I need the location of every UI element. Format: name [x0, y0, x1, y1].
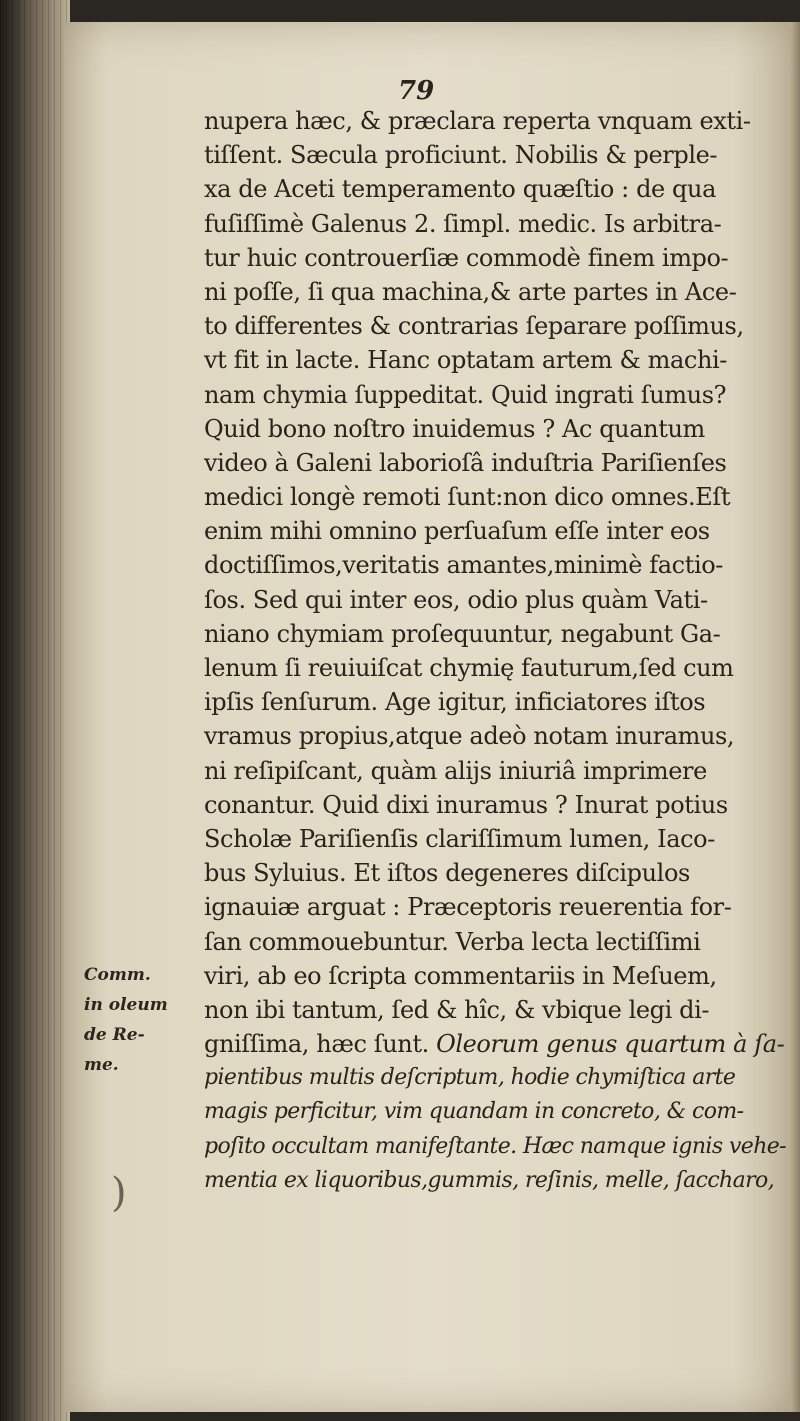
margin-note-line: Comm.	[84, 965, 151, 985]
text-line: conantur. Quid dixi inuramus ? Inurat potius	[204, 790, 728, 819]
text-line: Quid bono noſtro inuidemus ? Ac quantum	[204, 414, 705, 443]
text-line: niano chymiam proſequuntur, negabunt Ga-	[204, 619, 721, 648]
italic-line: magis perficitur, vim quandam in concreto, & com-	[204, 1099, 744, 1125]
text-line: fuſiſſimè Galenus 2. ſimpl. medic. Is arbitra-	[204, 209, 722, 238]
text-line: video à Galeni laborioſâ induſtria Pariſienſes	[204, 448, 727, 477]
italic-line: mentia ex liquoribus,gummis, reſinis, melle, ſaccharo,	[204, 1167, 775, 1193]
body-text	[204, 104, 787, 1198]
text-line: medici longè remoti ſunt:non dico omnes.Eſt	[204, 483, 731, 512]
text-line: xa de Aceti temperamento quæſtio : de qua	[204, 175, 716, 204]
italic-line: pientibus multis deſcriptum, hodie chymiſtica arte	[204, 1065, 736, 1091]
text-line: non ibi tantum, ſed & hîc, & vbique legi di-	[204, 995, 710, 1024]
margin-note	[84, 960, 184, 1080]
text-line: ni reſipiſcant, quàm alijs iniuriâ imprimere	[204, 756, 707, 785]
margin-note-line: de Re-	[84, 1025, 145, 1045]
text-line: ipſis ſenſurum. Age igitur, inficiatores iſtos	[204, 688, 706, 717]
margin-bracket: )	[111, 1170, 127, 1216]
text-line: viri, ab eo ſcripta commentariis in Meſuem,	[204, 961, 717, 990]
text-line-italic: Oleorum genus quartum à ſa-	[436, 1030, 785, 1059]
text-line: to differentes & contrarias ſeparare poſſimus,	[204, 312, 744, 341]
text-line-roman: gniſſima, hæc ſunt.	[204, 1030, 429, 1059]
page-number: 79	[398, 76, 435, 106]
text-line: Scholæ Pariſienſis clariſſimum lumen, Iaco-	[204, 824, 715, 853]
text-line: enim mihi omnino perſuaſum eſſe inter eos	[204, 517, 710, 546]
text-line: ſos. Sed qui inter eos, odio plus quàm Vati-	[204, 585, 708, 614]
text-line: nam chymia ſuppeditat. Quid ingrati ſumus?	[204, 380, 727, 409]
text-line: ignauiæ arguat : Præceptoris reuerentia for-	[204, 893, 732, 922]
text-line-mixed	[204, 1027, 785, 1061]
text-line: nupera hæc, & præclara reperta vnquam exti-	[204, 107, 751, 135]
text-line: ni poſſe, ſi qua machina,& arte partes in Ace-	[204, 277, 737, 306]
text-line: tiſſent. Sæcula proficiunt. Nobilis & perple-	[204, 141, 718, 170]
margin-note-line: in oleum	[84, 995, 168, 1015]
italic-line: poſito occultam manifeſtante. Hæc namque ignis vehe-	[204, 1133, 787, 1159]
text-line: lenum ſi reuiuiſcat chymię fauturum,ſed cum	[204, 654, 734, 682]
text-line: doctiſſimos,veritatis amantes,minimè factio-	[204, 551, 723, 580]
text-line: vramus propius,atque adeò notam inuramus,	[204, 722, 735, 751]
text-line: bus Syluius. Et iſtos degeneres diſcipulos	[204, 859, 690, 888]
margin-note-line: me.	[84, 1055, 119, 1075]
text-line: ſan commouebuntur. Verba lecta lectiſſimi	[204, 927, 701, 956]
book-binding	[0, 0, 70, 1421]
text-line: tur huic controuerſiæ commodè finem impo-	[204, 243, 729, 272]
page-edge	[790, 22, 800, 1412]
text-line: vt fit in lacte. Hanc optatam artem & machi-	[204, 346, 727, 375]
